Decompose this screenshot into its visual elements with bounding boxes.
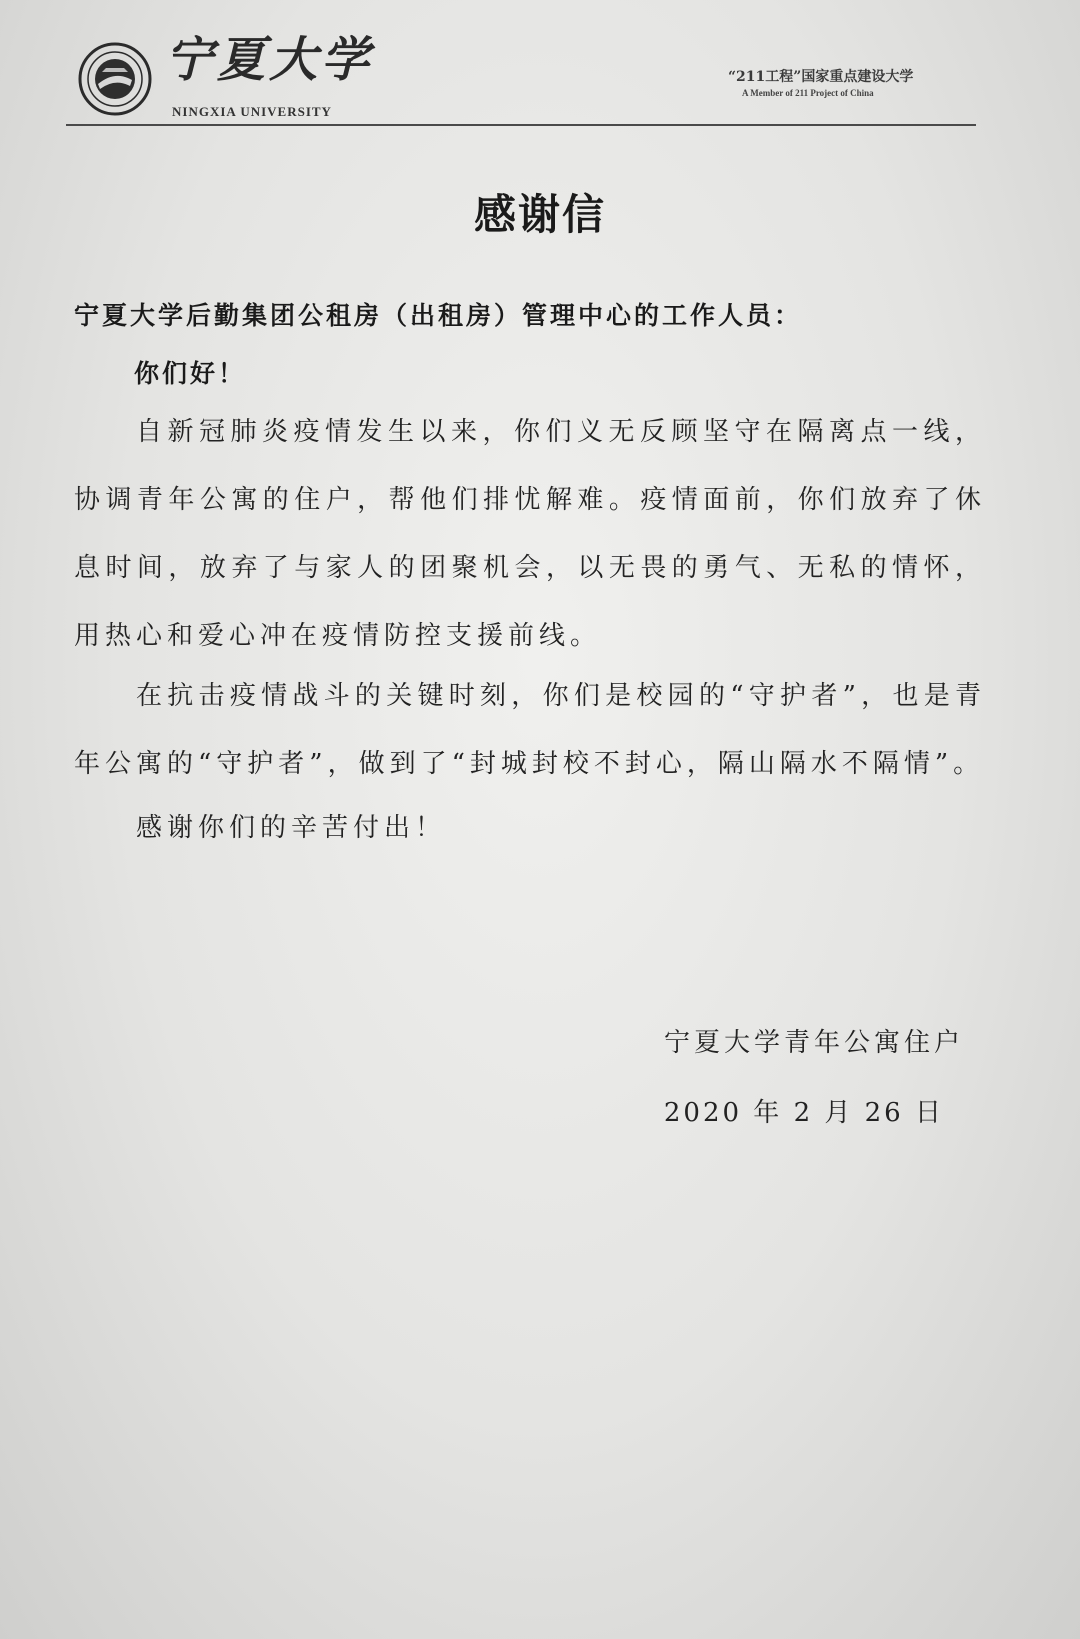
project-211-line: “211工程”国家重点建设大学 bbox=[728, 69, 914, 85]
greeting: 你们好！ bbox=[134, 359, 247, 388]
salutation: 宁夏大学后勤集团公租房（出租房）管理中心的工作人员： bbox=[74, 301, 803, 330]
closing-paragraph: 感谢你们的辛苦付出！ bbox=[136, 813, 447, 843]
letter-title: 感谢信 bbox=[473, 190, 606, 239]
letterhead bbox=[0, 0, 1080, 130]
signer: 宁夏大学青年公寓住户 bbox=[663, 1028, 964, 1058]
header-divider bbox=[66, 124, 976, 126]
university-name-cn: 宁夏大学 bbox=[165, 32, 374, 88]
body-paragraph: 自新冠肺炎疫情发生以来，你们义无反顾坚守在隔离点一线，协调青年公寓的住户，帮他们排忧解难。疫情面前，你们放弃了休息时间，放弃了与家人的团聚机会，以无畏的勇气、无私的情怀，用热心和爱心冲在疫情防控支援前线。 bbox=[74, 417, 986, 651]
university-seal-icon bbox=[78, 42, 152, 116]
letter-date: 2020 年 2 月 26 日 bbox=[663, 1098, 944, 1128]
member-line: A Member of 211 Project of China bbox=[742, 88, 874, 98]
university-name-en: NINGXIA UNIVERSITY bbox=[172, 104, 332, 119]
body-paragraph: 在抗击疫情战斗的关键时刻，你们是校园的“守护者”，也是青年公寓的“守护者”，做到了“封城封校不封心，隔山隔水不隔情”。 bbox=[74, 681, 986, 779]
